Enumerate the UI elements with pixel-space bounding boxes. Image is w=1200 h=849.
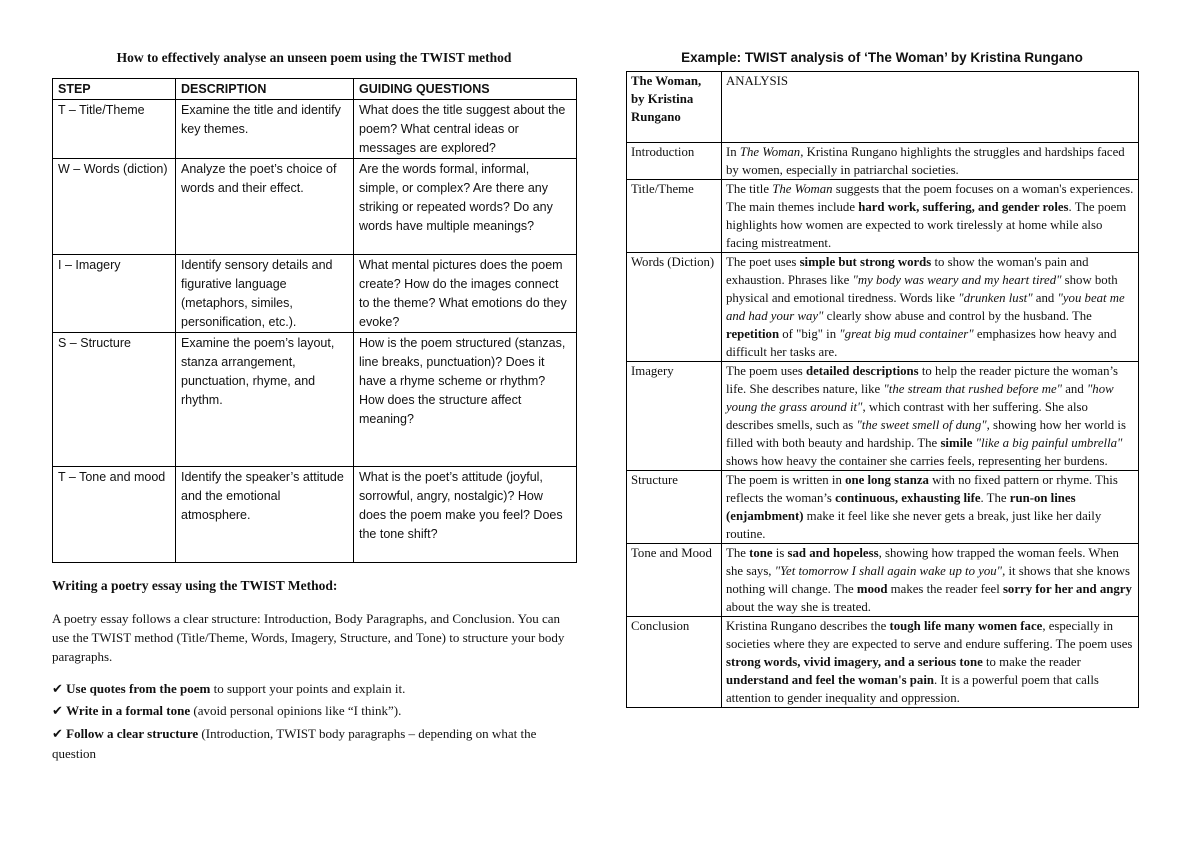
analysis-row-conclusion: [627, 617, 1139, 708]
essay-guidance: [52, 578, 576, 763]
header-poem-title: The Woman, by Kristina Rungano: [627, 72, 722, 143]
check-mark-icon: ✔: [52, 727, 63, 742]
text-run: , Kristina Rungano highlights the struggles and hardships faced by women, especially in patriarchal societies.: [726, 145, 1125, 177]
text-run: is: [772, 546, 788, 560]
tip-bold: Follow a clear structure: [66, 726, 199, 741]
tip-rest: (avoid personal opinions like “I think”).: [190, 703, 402, 718]
step-cell: T – Tone and mood: [53, 467, 176, 563]
text-run: clearly show abuse and control by the husband. The: [823, 309, 1092, 323]
text-run: and: [1062, 382, 1087, 396]
text-run: and: [1032, 291, 1058, 305]
tip-rest: (Introduction, TWIST body paragraphs – depending on what the question: [52, 726, 537, 761]
tip-item: [52, 678, 576, 700]
text-run: . The: [980, 491, 1010, 505]
bold-phrase: sorry for her and angry: [1002, 582, 1132, 596]
text-run: , it shows that she knows nothing will change. The: [726, 564, 1131, 596]
guide-title: How to effectively analyse an unseen poem using the TWIST method: [116, 50, 512, 65]
bold-phrase: simple but strong words: [799, 255, 932, 269]
bold-phrase: mood: [856, 582, 888, 596]
tip-item: [52, 700, 576, 722]
text-run: The poet uses: [726, 255, 800, 269]
bold-phrase: continuous, exhausting life: [835, 491, 981, 505]
bold-phrase: detailed descriptions: [805, 364, 919, 378]
row-analysis: [722, 143, 1139, 180]
twist-method-guide: [52, 50, 576, 763]
row-label: Title/Theme: [627, 180, 722, 253]
text-run: suggests that the poem focuses on a woman's experiences. The main themes include: [726, 182, 1134, 214]
text-run: , showing how trapped the woman feels. When she says,: [726, 546, 1119, 578]
step-cell: S – Structure: [53, 333, 176, 467]
description-cell: Examine the poem’s layout, stanza arrangement, punctuation, rhyme, and rhythm.: [176, 333, 354, 467]
analysis-header-row: [627, 72, 1139, 143]
quoted-phrase: The Woman: [739, 145, 801, 159]
description-cell: Examine the title and identify key themes.: [176, 100, 354, 159]
row-analysis: [722, 617, 1139, 708]
table-row: [53, 255, 577, 333]
bold-phrase: strong words, vivid imagery, and a serious tone: [726, 655, 983, 669]
text-run: make it feel like she never gets a break, just like her daily routine.: [726, 509, 1102, 541]
row-label: Tone and Mood: [627, 544, 722, 617]
example-title: Example: TWIST analysis of ‘The Woman’ by Kristina Rungano: [681, 50, 1083, 65]
bold-phrase: one long stanza: [845, 473, 929, 487]
text-run: . The poem highlights how women are expected to work tirelessly at home while also facing mistreatment.: [726, 200, 1127, 250]
text-run: . It is a powerful poem that calls attention to gender inequality and oppression.: [726, 673, 1099, 705]
description-cell: Analyze the poet’s choice of words and their effect.: [176, 159, 354, 255]
bold-phrase: understand and feel the woman's pain: [726, 673, 934, 687]
text-run: Kristina Rungano describes the: [726, 619, 890, 633]
text-run: The poem uses: [726, 364, 806, 378]
check-mark-icon: ✔: [52, 704, 63, 719]
table-row: [53, 159, 577, 255]
analysis-row-imagery: [627, 362, 1139, 471]
analysis-row-introduction: [627, 143, 1139, 180]
text-run: with no fixed pattern or rhyme. This reflects the woman’s: [726, 473, 1118, 505]
row-analysis: [722, 180, 1139, 253]
description-cell: Identify the speaker’s attitude and the emotional atmosphere.: [176, 467, 354, 563]
step-cell: W – Words (diction): [53, 159, 176, 255]
essay-paragraph: A poetry essay follows a clear structure: Introduction, Body Paragraphs, and Conclusion. You can use the TWIST method (Title/Theme, Words, Imagery, Structure, and Tone) to structure your body paragraphs.: [52, 611, 565, 664]
tip-bold: Use quotes from the poem: [66, 681, 211, 696]
quoted-phrase: "how young the grass around it": [726, 382, 1114, 414]
row-analysis: [722, 362, 1139, 471]
analysis-row-title-theme: [627, 180, 1139, 253]
analysis-table: [626, 71, 1139, 708]
row-label: Words (Diction): [627, 253, 722, 362]
quoted-phrase: "the sweet smell of dung": [856, 418, 987, 432]
text-run: The poem is written in: [726, 473, 846, 487]
header-analysis: ANALYSIS: [722, 72, 1139, 143]
bold-phrase: hard work, suffering, and gender roles: [858, 200, 1069, 214]
quoted-phrase: "you beat me and had your way": [726, 291, 1125, 323]
questions-cell: What does the title suggest about the poem? What central ideas or messages are explored?: [354, 100, 577, 159]
header-description: DESCRIPTION: [176, 79, 354, 100]
questions-cell: What is the poet’s attitude (joyful, sorrowful, angry, nostalgic)? How does the poem make you feel? Does the tone shift?: [354, 467, 577, 563]
table-row: [53, 333, 577, 467]
text-run: , which contrast with her suffering. She also describes smells, such as: [726, 400, 1088, 432]
quoted-phrase: "the stream that rushed before me": [883, 382, 1063, 396]
text-run: , showing how her world is filled with both beauty and hardship. The: [726, 418, 1126, 450]
header-guiding-questions: GUIDING QUESTIONS: [354, 79, 577, 100]
bold-phrase: tone: [749, 546, 773, 560]
row-analysis: [722, 544, 1139, 617]
questions-cell: Are the words formal, informal, simple, or complex? Are there any striking or repeated words? Do any words have multiple meanings?: [354, 159, 577, 255]
text-run: to make the reader: [982, 655, 1081, 669]
text-run: The: [726, 546, 750, 560]
row-analysis: [722, 471, 1139, 544]
table-row: [53, 467, 577, 563]
text-run: makes the reader feel: [887, 582, 1003, 596]
table-header-row: [53, 79, 577, 100]
bold-phrase: simile: [940, 436, 973, 450]
analysis-row-words: [627, 253, 1139, 362]
analysis-row-structure: [627, 471, 1139, 544]
text-run: of "big" in: [779, 327, 840, 341]
text-run: emphasizes how heavy and difficult her tasks are.: [726, 327, 1117, 359]
quoted-phrase: "great big mud container": [839, 327, 974, 341]
analysis-row-tone-mood: [627, 544, 1139, 617]
bold-phrase: repetition: [726, 327, 780, 341]
text-run: show both physical and emotional tiredness. Words like: [726, 273, 1118, 305]
quoted-phrase: "my body was weary and my heart tired": [852, 273, 1062, 287]
bold-phrase: run-on lines (enjambment): [726, 491, 1076, 523]
text-run: to show the woman's pain and exhaustion. Phrases like: [726, 255, 1089, 287]
quoted-phrase: The Woman: [772, 182, 833, 196]
questions-cell: What mental pictures does the poem create? How do the images connect to the theme? What emotions do they evoke?: [354, 255, 577, 333]
tip-bold: Write in a formal tone: [66, 703, 191, 718]
row-label: Structure: [627, 471, 722, 544]
row-label: Introduction: [627, 143, 722, 180]
step-cell: T – Title/Theme: [53, 100, 176, 159]
text-run: , especially in societies where they are expected to serve and endure suffering. The poem uses: [726, 619, 1133, 651]
essay-heading: Writing a poetry essay using the TWIST Method:: [52, 578, 338, 593]
text-run: shows how heavy the container she carries feels, representing her burdens.: [726, 454, 1108, 468]
check-mark-icon: ✔: [52, 682, 63, 697]
tip-rest: to support your points and explain it.: [210, 681, 406, 696]
row-label: Imagery: [627, 362, 722, 471]
text-run: to help the reader picture the woman’s life. She describes nature, like: [726, 364, 1119, 396]
tip-item: [52, 724, 576, 763]
text-run: about the way she is treated.: [726, 600, 871, 614]
description-cell: Identify sensory details and figurative language (metaphors, similes, personification, etc.).: [176, 255, 354, 333]
row-analysis: [722, 253, 1139, 362]
quoted-phrase: "drunken lust": [958, 291, 1033, 305]
header-step: STEP: [53, 79, 176, 100]
row-label: Conclusion: [627, 617, 722, 708]
questions-cell: How is the poem structured (stanzas, line breaks, punctuation)? Does it have a rhyme scheme or rhythm? How does the structure affect meaning?: [354, 333, 577, 467]
text-run: In: [726, 145, 740, 159]
table-row: [53, 100, 577, 159]
quoted-phrase: "Yet tomorrow I shall again wake up to you": [774, 564, 1003, 578]
bold-phrase: sad and hopeless: [787, 546, 879, 560]
step-cell: I – Imagery: [53, 255, 176, 333]
text-run: The title: [726, 182, 773, 196]
bold-phrase: tough life many women face: [889, 619, 1043, 633]
twist-example-analysis: [626, 50, 1138, 708]
quoted-phrase: "like a big painful umbrella": [975, 436, 1123, 450]
twist-steps-table: [52, 78, 577, 563]
